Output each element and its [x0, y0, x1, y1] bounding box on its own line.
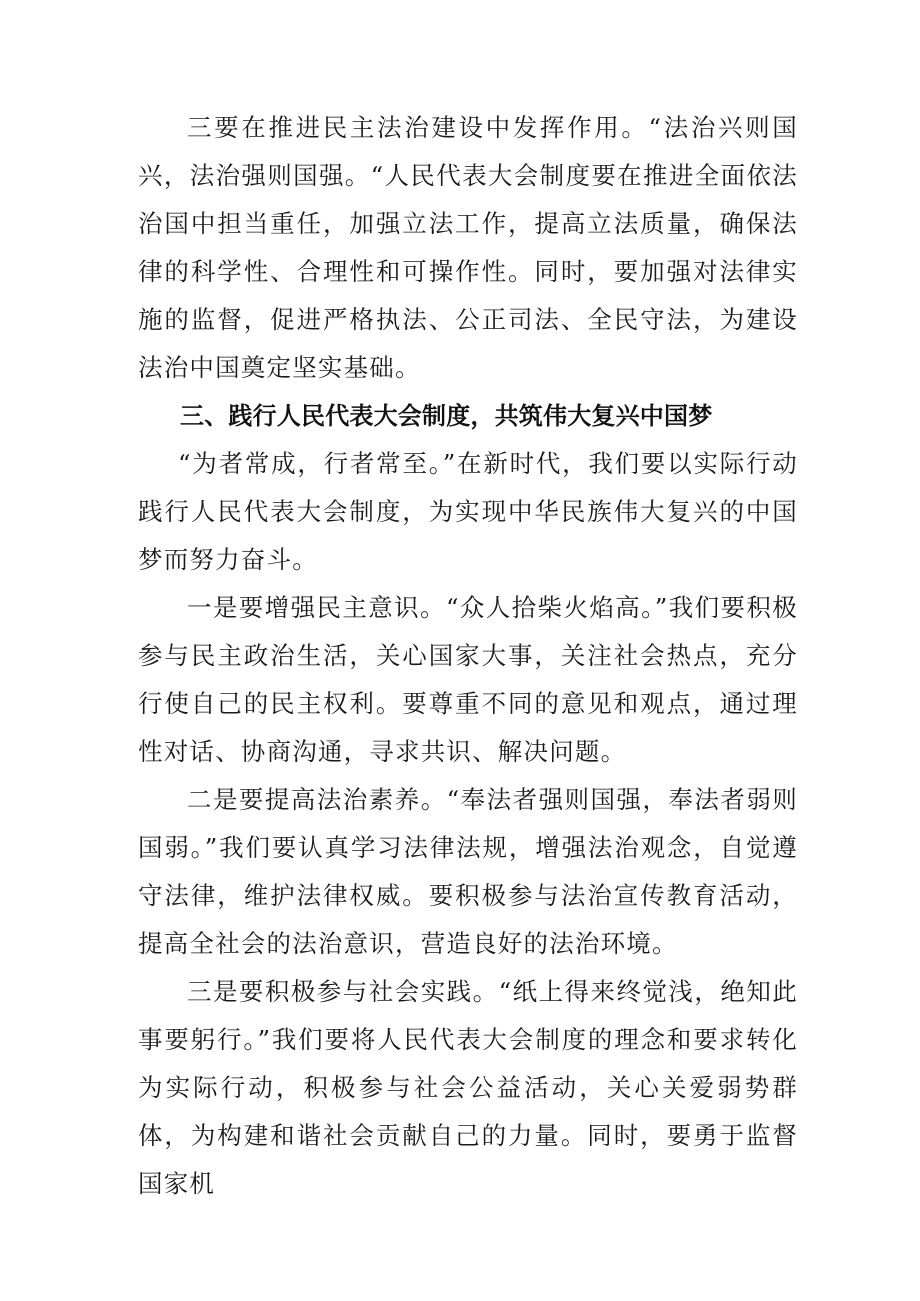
paragraph-point-1: 一是要增强民主意识。“众人拾柴火焰高。”我们要积极参与民主政治生活，关心国家大事，关注社会热点，充分行使自己的民主权利。要尊重不同的意见和观点，通过理性对话、协商沟通，寻求共识、解决问题。 — [138, 593, 798, 766]
paragraph-point-3: 三是要积极参与社会实践。“纸上得来终觉浅，绝知此事要躬行。”我们要将人民代表大会制度的理念和要求转化为实际行动，积极参与社会公益活动，关心关爱弱势群体，为构建和谐社会贡献自己的力量。同时，要勇于监督国家机 — [138, 977, 798, 1198]
section-heading: 三、践行人民代表大会制度，共筑伟大复兴中国梦 — [180, 402, 713, 430]
paragraph-intro: “为者常成，行者常至。”在新时代，我们要以实际行动践行人民代表大会制度，为实现中华民族伟大复兴的中国梦而努力奋斗。 — [138, 449, 798, 574]
paragraph-rule-of-law: 三要在推进民主法治建设中发挥作用。“法治兴则国兴，法治强则国强。“人民代表大会制度要在推进全面依法治国中担当重任，加强立法工作，提高立法质量，确保法律的科学性、合理性和可操作性。同时，要加强对法律实施的监督，促进严格执法、公正司法、全民守法，为建设法治中国奠定坚实基础。 — [138, 113, 798, 382]
document-body — [138, 104, 798, 1208]
paragraph-point-2: 二是要提高法治素养。“奉法者强则国强，奉法者弱则国弱。”我们要认真学习法律法规，增强法治观念，自觉遵守法律，维护法律权威。要积极参与法治宣传教育活动，提高全社会的法治意识，营造良好的法治环境。 — [138, 785, 798, 958]
